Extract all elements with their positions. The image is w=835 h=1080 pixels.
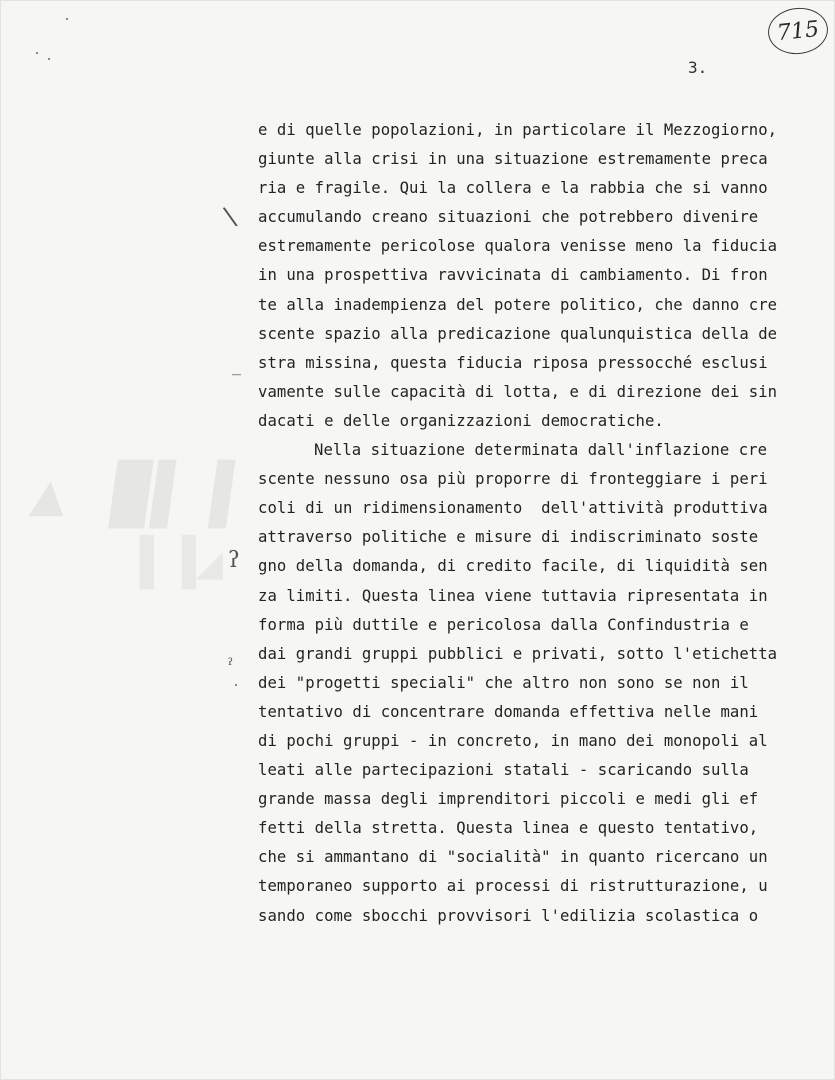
text-line: leati alle partecipazioni statali - scaricando sulla	[258, 761, 749, 780]
text-line: dei "progetti speciali" che altro non sono se non il	[258, 673, 749, 692]
text-line: tentativo di concentrare domanda effettiva nelle mani	[258, 702, 759, 721]
text-line: za limiti. Questa linea viene tuttavia ripresentata in	[258, 586, 768, 605]
page-number: 3.	[688, 58, 708, 77]
show-through-shape: ▲ █▌▐	[26, 460, 241, 528]
text-line: scente nessuno osa più proporre di fronteggiare i peri	[258, 470, 768, 489]
text-line: stra missina, questa fiducia riposa pressocché esclusi	[258, 353, 768, 372]
archive-number: 715	[775, 16, 821, 46]
text-line: vamente sulle capacità di lotta, e di direzione dei sin	[258, 382, 778, 401]
text-line: accumulando creano situazioni che potrebbero divenire	[258, 208, 759, 227]
text-line: forma più duttile e pericolosa dalla Confindustria e	[258, 615, 749, 634]
text-line: fetti della stretta. Questa linea e questo tentativo,	[258, 819, 759, 838]
text-line: scente spazio alla predicazione qualunquistica della de	[258, 324, 778, 343]
margin-dot	[235, 684, 237, 686]
text-line: ria e fragile. Qui la collera e la rabbia che si vanno	[258, 179, 768, 198]
text-line: temporaneo supporto ai processi di ristrutturazione, u	[258, 877, 768, 896]
text-line: coli di un ridimensionamento dell'attività produttiva	[258, 499, 768, 518]
text-line: te alla inadempienza del potere politico, che danno cre	[258, 295, 778, 314]
margin-dot	[66, 18, 68, 20]
text-line: gno della domanda, di credito facile, di liquidità sen	[258, 557, 768, 576]
show-through-shape: ▌▐◢	[140, 535, 224, 589]
archive-number-stamp	[766, 5, 830, 57]
margin-dot	[36, 52, 38, 54]
text-line: grande massa degli imprenditori piccoli e medi gli ef	[258, 790, 759, 809]
text-line: dai grandi gruppi pubblici e privati, sotto l'etichetta	[258, 644, 778, 663]
margin-dash-mark: _	[232, 355, 241, 376]
text-line: in una prospettiva ravvicinata di cambiamento. Di fron	[258, 266, 768, 285]
text-line: dacati e delle organizzazioni democratiche.	[258, 411, 664, 430]
typed-text-body	[258, 116, 818, 931]
text-line: attraverso politiche e misure di indiscriminato soste	[258, 528, 759, 547]
text-line: Nella situazione determinata dall'inflazione cre	[314, 441, 768, 460]
text-line: e di quelle popolazioni, in particolare il Mezzogiorno,	[258, 121, 778, 139]
text-line: giunte alla crisi in una situazione estremamente preca	[258, 150, 768, 169]
margin-dot	[48, 58, 50, 60]
text-line: estremamente pericolose qualora venisse meno la fiducia	[258, 237, 778, 256]
margin-hook-mark: ˀ	[228, 655, 234, 676]
text-line: sando come sbocchi provvisori l'edilizia scolastica o	[258, 906, 759, 925]
margin-hook-mark: ʔ	[228, 548, 240, 573]
margin-slash-mark: \	[221, 201, 240, 233]
text-line: di pochi gruppi - in concreto, in mano dei monopoli al	[258, 731, 768, 750]
text-line: che si ammantano di "socialità" in quanto ricercano un	[258, 848, 768, 867]
